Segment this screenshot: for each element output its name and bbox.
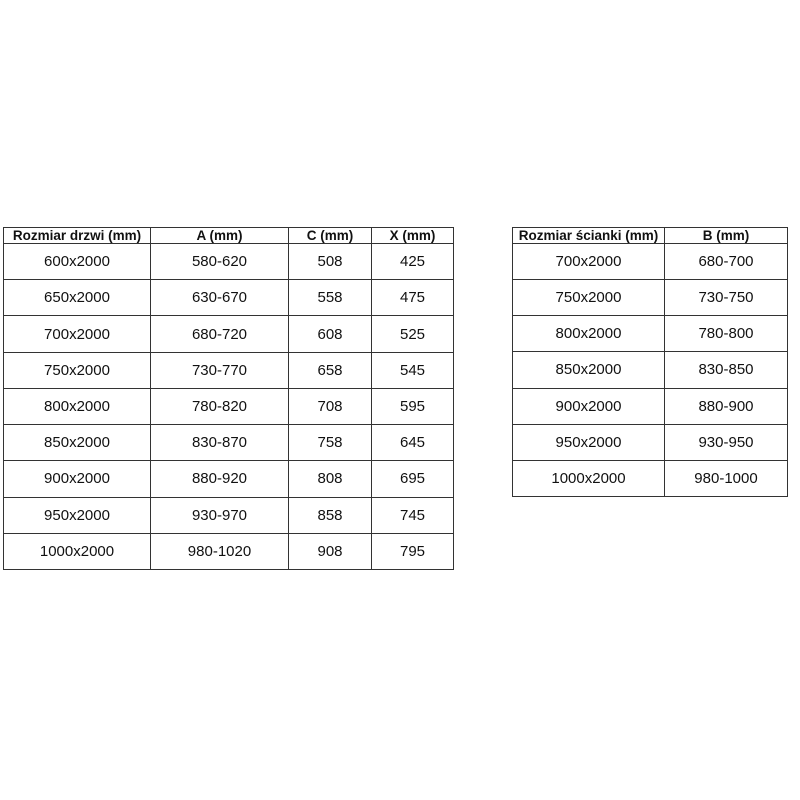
table-cell: 475 bbox=[372, 280, 454, 316]
table-cell: 930-970 bbox=[151, 497, 289, 533]
table-row bbox=[513, 460, 788, 496]
table-cell: 800x2000 bbox=[513, 316, 665, 352]
table-row bbox=[4, 388, 454, 424]
table-cell: 795 bbox=[372, 533, 454, 569]
table-row bbox=[4, 244, 454, 280]
table-cell: 730-770 bbox=[151, 352, 289, 388]
wall-sizes-table bbox=[512, 227, 788, 497]
table-cell: 950x2000 bbox=[513, 424, 665, 460]
table-row bbox=[4, 352, 454, 388]
table-cell: 858 bbox=[289, 497, 372, 533]
table-row bbox=[513, 244, 788, 280]
table-cell: 608 bbox=[289, 316, 372, 352]
wall-table-header-row bbox=[513, 228, 788, 244]
table-row bbox=[4, 497, 454, 533]
table-row bbox=[4, 533, 454, 569]
table-cell: 700x2000 bbox=[4, 316, 151, 352]
table-cell: 900x2000 bbox=[4, 461, 151, 497]
table-cell: 708 bbox=[289, 388, 372, 424]
table-cell: 1000x2000 bbox=[4, 533, 151, 569]
table-row bbox=[4, 316, 454, 352]
header-cell: Rozmiar ścianki (mm) bbox=[513, 228, 665, 244]
table-cell: 750x2000 bbox=[4, 352, 151, 388]
table-row bbox=[4, 280, 454, 316]
table-row bbox=[513, 316, 788, 352]
table-cell: 645 bbox=[372, 425, 454, 461]
table-cell: 700x2000 bbox=[513, 244, 665, 280]
table-cell: 558 bbox=[289, 280, 372, 316]
table-cell: 830-850 bbox=[665, 352, 788, 388]
table-cell: 980-1000 bbox=[665, 460, 788, 496]
header-cell: A (mm) bbox=[151, 228, 289, 244]
table-cell: 630-670 bbox=[151, 280, 289, 316]
table-cell: 758 bbox=[289, 425, 372, 461]
header-cell: X (mm) bbox=[372, 228, 454, 244]
table-cell: 980-1020 bbox=[151, 533, 289, 569]
table-cell: 880-920 bbox=[151, 461, 289, 497]
table-cell: 900x2000 bbox=[513, 388, 665, 424]
table-cell: 780-800 bbox=[665, 316, 788, 352]
table-cell: 830-870 bbox=[151, 425, 289, 461]
table-cell: 950x2000 bbox=[4, 497, 151, 533]
door-table-header-row bbox=[4, 228, 454, 244]
table-cell: 850x2000 bbox=[513, 352, 665, 388]
table-cell: 908 bbox=[289, 533, 372, 569]
table-cell: 780-820 bbox=[151, 388, 289, 424]
table-cell: 425 bbox=[372, 244, 454, 280]
header-cell: B (mm) bbox=[665, 228, 788, 244]
table-cell: 650x2000 bbox=[4, 280, 151, 316]
table-cell: 850x2000 bbox=[4, 425, 151, 461]
table-row bbox=[513, 280, 788, 316]
table-cell: 508 bbox=[289, 244, 372, 280]
header-cell: C (mm) bbox=[289, 228, 372, 244]
table-cell: 658 bbox=[289, 352, 372, 388]
table-cell: 800x2000 bbox=[4, 388, 151, 424]
table-cell: 680-700 bbox=[665, 244, 788, 280]
table-cell: 930-950 bbox=[665, 424, 788, 460]
table-cell: 545 bbox=[372, 352, 454, 388]
table-row bbox=[513, 424, 788, 460]
door-sizes-table bbox=[3, 227, 454, 570]
table-cell: 600x2000 bbox=[4, 244, 151, 280]
header-cell: Rozmiar drzwi (mm) bbox=[4, 228, 151, 244]
table-cell: 808 bbox=[289, 461, 372, 497]
table-cell: 745 bbox=[372, 497, 454, 533]
table-cell: 880-900 bbox=[665, 388, 788, 424]
table-row bbox=[513, 388, 788, 424]
table-cell: 730-750 bbox=[665, 280, 788, 316]
table-cell: 525 bbox=[372, 316, 454, 352]
table-cell: 595 bbox=[372, 388, 454, 424]
table-cell: 680-720 bbox=[151, 316, 289, 352]
table-row bbox=[4, 425, 454, 461]
table-cell: 1000x2000 bbox=[513, 460, 665, 496]
table-cell: 750x2000 bbox=[513, 280, 665, 316]
table-row bbox=[513, 352, 788, 388]
table-cell: 580-620 bbox=[151, 244, 289, 280]
table-row bbox=[4, 461, 454, 497]
table-cell: 695 bbox=[372, 461, 454, 497]
